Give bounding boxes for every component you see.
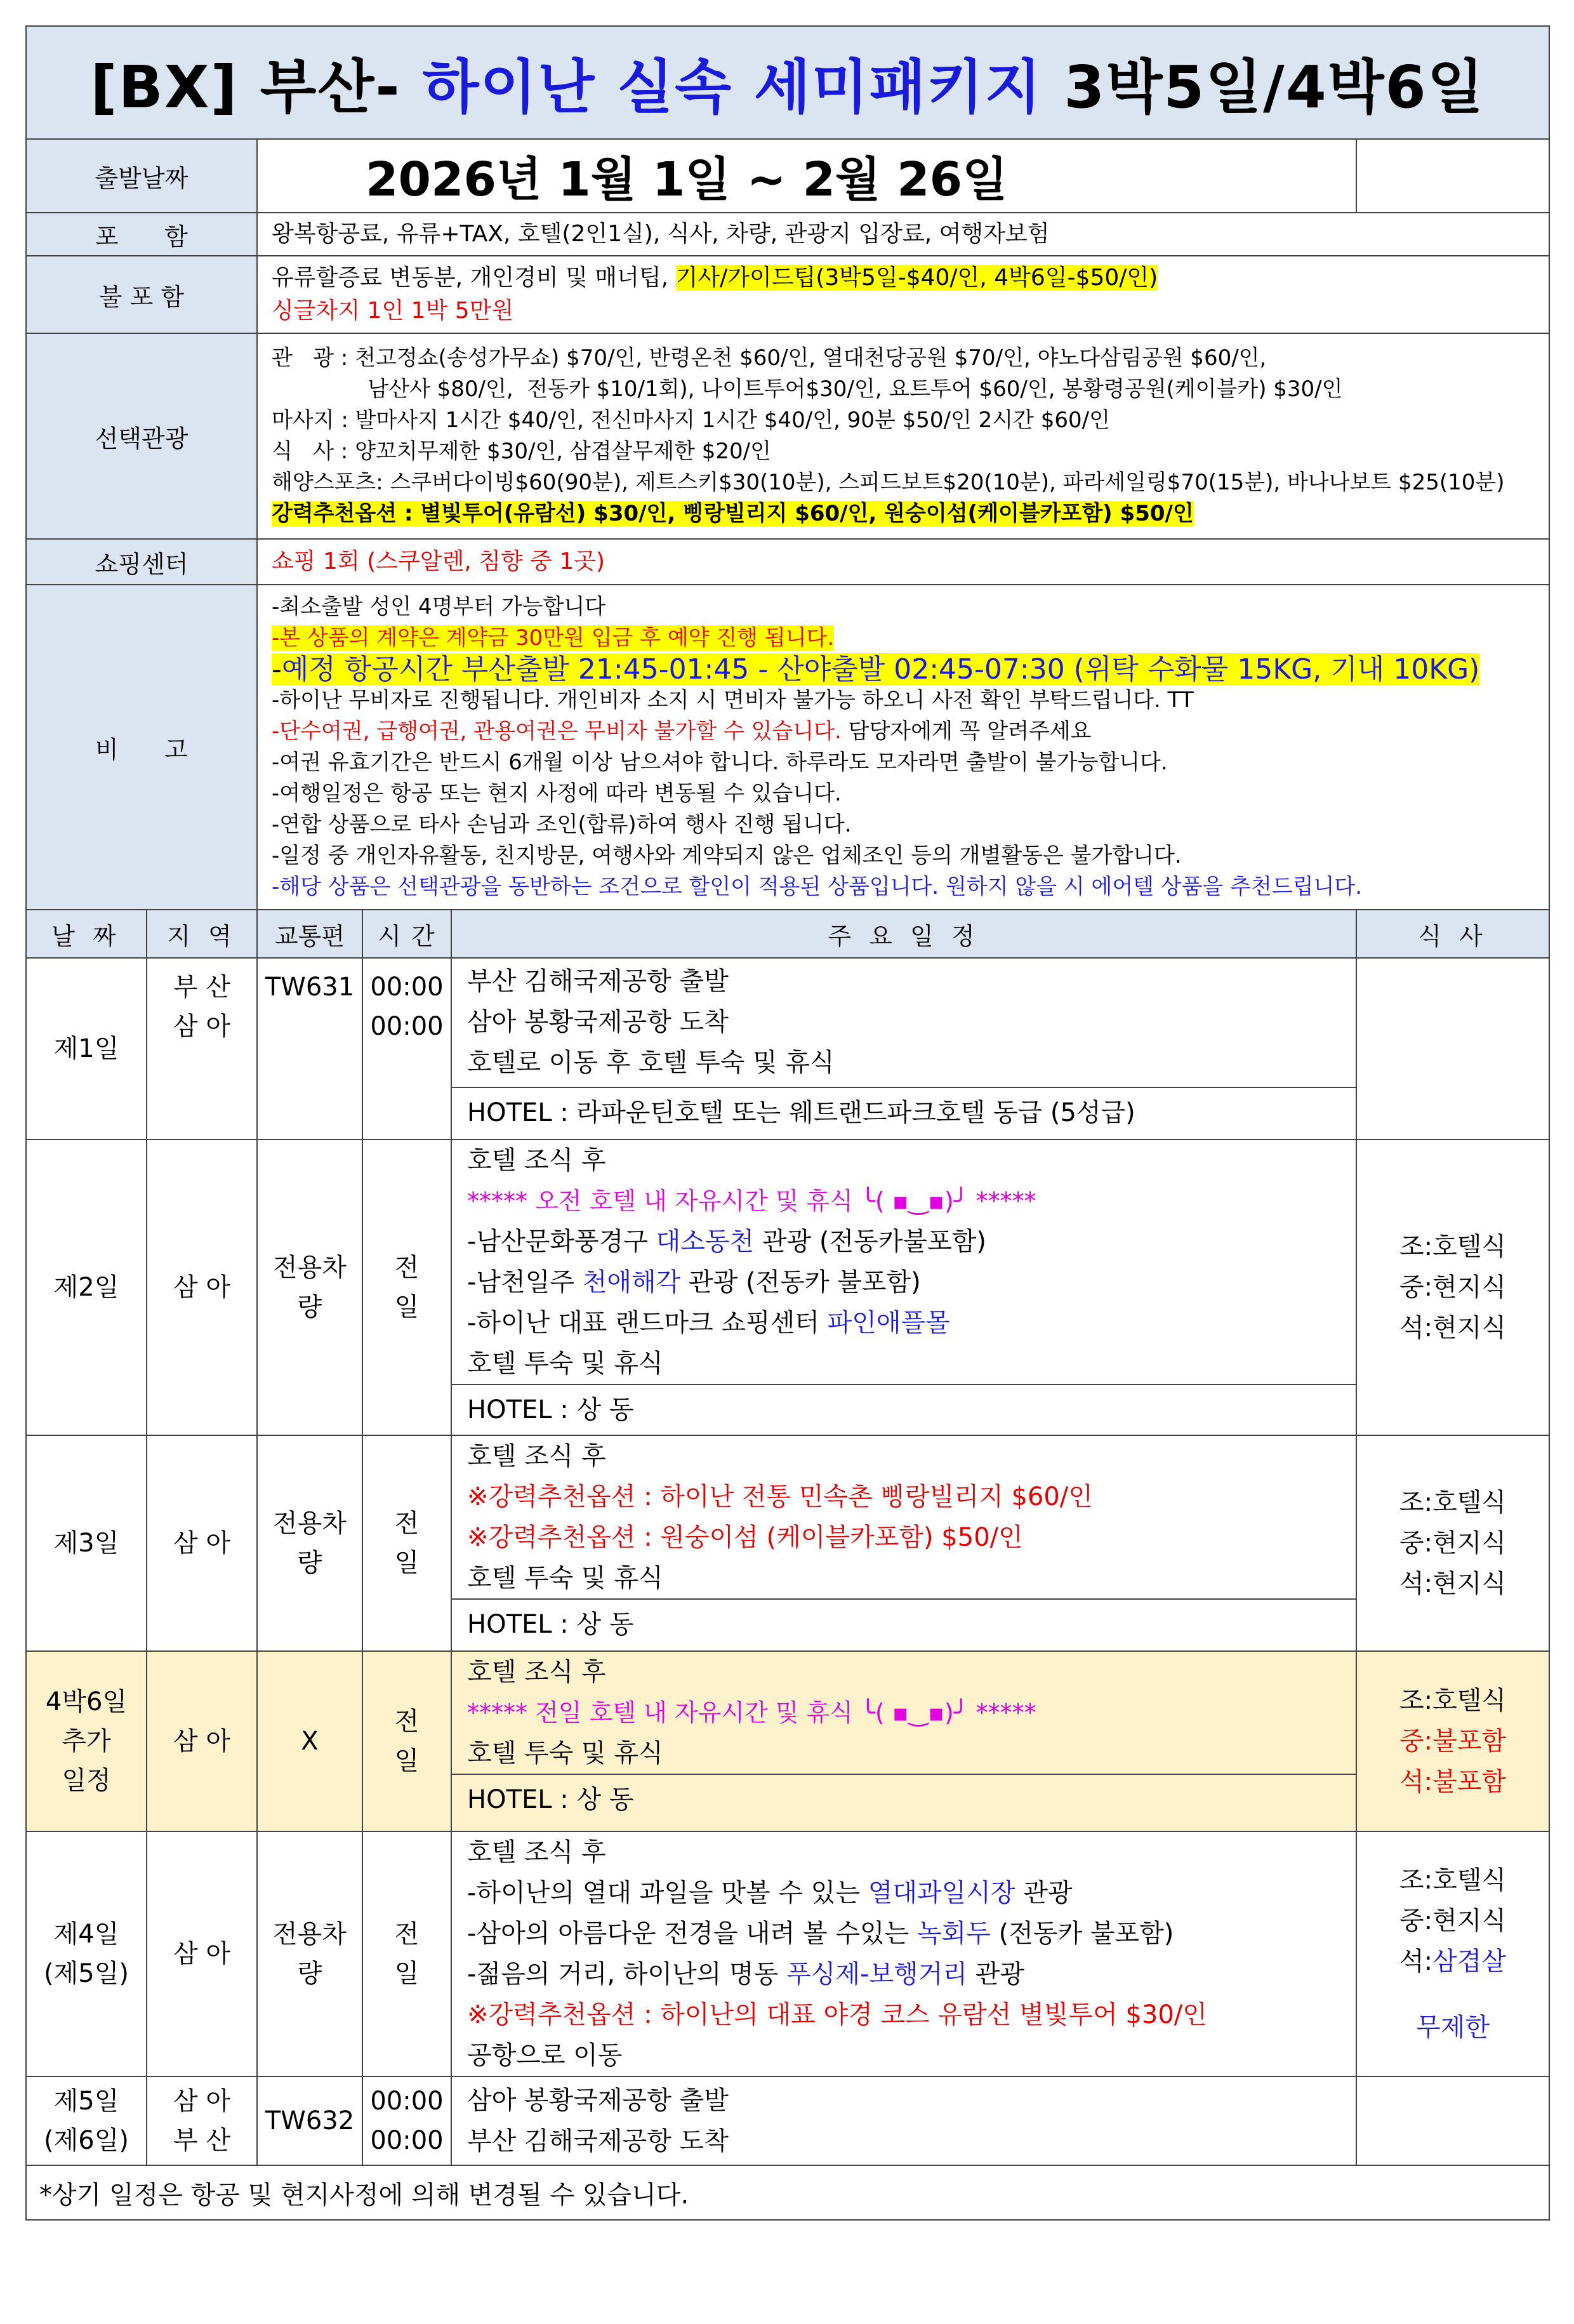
meal-breakfast: 조:호텔식 [1399, 1232, 1507, 1261]
place-name: 열대과일시장 [868, 1878, 1015, 1908]
day1-time: 00:00 00:00 [362, 958, 451, 1139]
day4-row [26, 1831, 1549, 2076]
schedule-text: -하이난의 열대 과일을 맛볼 수 있는 [467, 1878, 868, 1908]
schedule-line: 공항으로 이동 [467, 2041, 623, 2070]
day3-transport: 전용차 량 [257, 1435, 362, 1651]
schedule-line: 호텔 조식 후 [467, 1442, 606, 1471]
meal-dinner: 석:불포함 [1399, 1767, 1507, 1796]
schedule-text: (전동카 불포함) [990, 1919, 1174, 1948]
schedule-line: 호텔 투숙 및 휴식 [467, 1739, 663, 1768]
day5-region: 삼 아 부 산 [147, 2076, 257, 2165]
remark-discount: -해당 상품은 선택관광을 동반하는 조건으로 할인이 적용된 상품입니다. 원하지 않을 시 에어텔 상품을 추천드립니다. [272, 874, 1363, 900]
schedule-text: -남천일주 [467, 1268, 583, 1297]
day2-region: 삼 아 [147, 1139, 257, 1435]
schedule-text: 관광 [967, 1960, 1024, 1989]
hotel-line: HOTEL : 상 동 [452, 1598, 1356, 1649]
schedule-text: -삼아의 아름다운 전경을 내려 볼 수있는 [467, 1919, 917, 1948]
day2-row [26, 1139, 1549, 1435]
extra-region: 삼 아 [147, 1651, 257, 1831]
shopping-value: 쇼핑 1회 (스쿠알렌, 침향 중 1곳) [257, 539, 1549, 585]
day5-row [26, 2076, 1549, 2165]
optional-cell [257, 333, 1549, 539]
day4-schedule [451, 1831, 1356, 2076]
hotel-line: HOTEL : 라파운틴호텔 또는 웨트랜드파크호텔 동급 (5성급) [452, 1087, 1356, 1138]
day5-date: 제5일 (제6일) [26, 2076, 147, 2165]
title-prefix: [BX] 부산- [90, 53, 401, 121]
extra-date: 4박6일 추가 일정 [26, 1651, 147, 1831]
extra-schedule [451, 1651, 1356, 1831]
remark: -최소출발 성인 4명부터 가능합니다 [272, 594, 606, 620]
meal-dinner-special: 삼겹살 [1432, 1947, 1507, 1976]
meal-dinner: 석: [1399, 1947, 1433, 1976]
single-charge: 싱글차지 1인 1박 5만원 [272, 298, 514, 324]
hotel-line: HOTEL : 상 동 [452, 1774, 1356, 1824]
day3-row [26, 1435, 1549, 1651]
header-meal: 식 사 [1356, 910, 1549, 958]
header-region: 지 역 [147, 910, 257, 958]
place-name: 푸싱제-보행거리 [786, 1960, 967, 1989]
place-name: 파인애플몰 [827, 1308, 950, 1338]
itinerary-sheet [25, 25, 1549, 2221]
remark: -일정 중 개인자유활동, 친지방문, 여행사와 계약되지 않은 업체조인 등의 개별활동은 불가합니다. [272, 843, 1182, 868]
optional-line: 관 광 : 천고정쇼(송성가무쇼) $70/인, 반령온천 $60/인, 열대천당공원 $70/인, 야노다삼림공원 $60/인, [272, 345, 1267, 371]
remark: -여권 유효기간은 반드시 6개월 이상 남으셔야 합니다. 하루라도 모자라면 출발이 불가능합니다. [272, 750, 1168, 775]
day4-meals [1356, 1831, 1549, 2076]
schedule-line: 호텔 조식 후 [467, 1838, 606, 1867]
day4-region: 삼 아 [147, 1831, 257, 2076]
day5-schedule [451, 2076, 1356, 2165]
schedule-line: 부산 김해국제공항 출발 [467, 967, 729, 996]
meal-breakfast: 조:호텔식 [1399, 1488, 1507, 1517]
optional-line: 남산사 $80/인, 전동카 $10/1회), 나이트투어$30/인, 요트투어 $60/인, 봉황령공원(케이블카) $30/인 [272, 376, 1343, 402]
day2-transport: 전용차 량 [257, 1139, 362, 1435]
day3-date: 제3일 [26, 1435, 147, 1651]
strong-option-line: ※강력추천옵션 : 원숭이섬 (케이블카포함) $50/인 [467, 1523, 1023, 1552]
day1-date: 제1일 [26, 958, 147, 1139]
schedule-line: 호텔로 이동 후 호텔 투숙 및 휴식 [467, 1048, 835, 1077]
place-name: 천애해각 [582, 1268, 681, 1297]
extra-day-row [26, 1651, 1549, 1831]
free-time-line: ***** 전일 호텔 내 자유시간 및 휴식 ╰( ▪‿▪)╯ ***** [467, 1699, 1036, 1727]
schedule-line: 삼아 봉황국제공항 출발 [467, 2086, 729, 2115]
footer-note: *상기 일정은 항공 및 현지사정에 의해 변경될 수 있습니다. [26, 2165, 1549, 2220]
day3-schedule [451, 1435, 1356, 1651]
page-title [26, 26, 1549, 139]
day3-meals [1356, 1435, 1549, 1651]
departure-blank [1356, 139, 1549, 213]
strong-option-line: ※강력추천옵션 : 하이난 전통 민속촌 삥랑빌리지 $60/인 [467, 1482, 1093, 1511]
guide-tip-highlight: 기사/가이드팁(3박5일-$40/인, 4박6일-$50/인) [675, 265, 1158, 291]
hotel-line: HOTEL : 상 동 [452, 1384, 1356, 1435]
remark-dash: - [272, 653, 282, 686]
day2-date: 제2일 [26, 1139, 147, 1435]
header-date: 날 짜 [26, 910, 147, 958]
remark: -하이난 무비자로 진행됩니다. 개인비자 소지 시 면비자 불가능 하오니 사전 확인 부탁드립니다. TT [272, 687, 1194, 713]
remark-contract: -본 상품의 계약은 계약금 30만원 입금 후 예약 진행 됩니다. [272, 625, 835, 651]
optional-line: 해양스포츠: 스쿠버다이빙$60(90분), 제트스키$30(10분), 스피드보트$20(10분), 파라세일링$70(15분), 바나나보트 $25(10분) [272, 470, 1505, 495]
departure-value: 2026년 1월 1일 ~ 2월 26일 [366, 152, 1008, 207]
day1-transport: TW631 [257, 958, 362, 1139]
remark: -여행일정은 항공 또는 현지 사정에 따라 변동될 수 있습니다. [272, 781, 842, 806]
meal-lunch: 중:현지식 [1399, 1529, 1507, 1558]
remark: -연합 상품으로 타사 손님과 조인(합류)하여 행사 진행 됩니다. [272, 812, 852, 837]
day2-time: 전 일 [362, 1139, 451, 1435]
day4-transport: 전용차 량 [257, 1831, 362, 2076]
schedule-text: -남산문화풍경구 [467, 1227, 656, 1256]
extra-transport: X [257, 1651, 362, 1831]
schedule-line: 호텔 조식 후 [467, 1657, 606, 1687]
excluded-label: 불 포 함 [26, 256, 257, 333]
remark-passport: -단수여권, 급행여권, 관용여권은 무비자 불가할 수 있습니다. [272, 719, 842, 744]
meal-breakfast: 조:호텔식 [1399, 1686, 1507, 1715]
header-transport: 교통편 [257, 910, 362, 958]
schedule-line: 삼아 봉황국제공항 도착 [467, 1007, 729, 1037]
included-label: 포 함 [26, 213, 257, 256]
day4-date: 제4일 (제5일) [26, 1831, 147, 2076]
schedule-line: 호텔 투숙 및 휴식 [467, 1349, 663, 1378]
schedule-text: -젊음의 거리, 하이난의 명동 [467, 1960, 787, 1989]
header-schedule: 주 요 일 정 [451, 910, 1356, 958]
place-name: 녹회두 [916, 1919, 991, 1948]
day5-time: 00:00 00:00 [362, 2076, 451, 2165]
excluded-text: 유류할증료 변동분, 개인경비 및 매너팁, [272, 265, 676, 291]
title-highlight: 하이난 실속 세미패키지 [422, 53, 1043, 121]
optional-line: 식 사 : 양꼬치무제한 $30/인, 삼겹살무제한 $20/인 [272, 439, 771, 464]
day3-region: 삼 아 [147, 1435, 257, 1651]
extra-meals [1356, 1651, 1549, 1831]
day1-row [26, 958, 1549, 1139]
included-value: 왕복항공료, 유류+TAX, 호텔(2인1실), 식사, 차량, 관광지 입장료, 여행자보험 [257, 213, 1549, 256]
schedule-line: 부산 김해국제공항 도착 [467, 2127, 729, 2156]
meal-dinner: 석:현지식 [1399, 1569, 1507, 1598]
meal-lunch: 중:불포함 [1399, 1727, 1507, 1756]
itinerary-table [25, 25, 1550, 2221]
meal-dinner: 석:현지식 [1399, 1313, 1507, 1343]
day1-region: 부 산 삼 아 [147, 958, 257, 1139]
header-time: 시 간 [362, 910, 451, 958]
meal-lunch: 중:현지식 [1399, 1906, 1507, 1936]
day4-time: 전 일 [362, 1831, 451, 2076]
place-name: 대소동천 [656, 1227, 755, 1256]
remark: 담당자에게 꼭 알려주세요 [841, 719, 1092, 744]
day2-meals [1356, 1139, 1549, 1435]
schedule-text: 관광 (전동카불포함) [754, 1227, 986, 1256]
day5-transport: TW632 [257, 2076, 362, 2165]
strong-option: 강력추천옵션 : 별빛투어(유람선) $30/인, 삥랑빌리지 $60/인, 원숭이섬(케이블카포함) $50/인 [272, 501, 1194, 526]
schedule-line: 호텔 조식 후 [467, 1146, 606, 1175]
departure-value-cell [257, 139, 1356, 213]
schedule-text: 관광 [1015, 1878, 1073, 1908]
strong-option-line: ※강력추천옵션 : 하이난의 대표 야경 코스 유람선 별빛투어 $30/인 [467, 2000, 1207, 2029]
meal-unlimited: 무제한 [1416, 2013, 1490, 2042]
optional-line: 마사지 : 발마사지 1시간 $40/인, 전신마사지 1시간 $40/인, 90분 $50/인 2시간 $60/인 [272, 408, 1110, 433]
day2-schedule [451, 1139, 1356, 1435]
schedule-text: -하이난 대표 랜드마크 쇼핑센터 [467, 1308, 828, 1338]
day3-time: 전 일 [362, 1435, 451, 1651]
departure-label: 출발날짜 [26, 139, 257, 213]
day5-meals [1356, 2076, 1549, 2165]
remarks-label: 비 고 [26, 585, 257, 910]
day1-meals [1356, 958, 1549, 1139]
shopping-label: 쇼핑센터 [26, 539, 257, 585]
extra-time: 전 일 [362, 1651, 451, 1831]
day1-schedule [451, 958, 1356, 1139]
remark-flight-time: 예정 항공시간 부산출발 21:45-01:45 - 산야출발 02:45-07:30 (위탁 수화물 15KG, 기내 10KG) [281, 653, 1480, 686]
schedule-text: 관광 (전동카 불포함) [680, 1268, 921, 1297]
title-suffix: 3박5일/4박6일 [1064, 53, 1485, 121]
optional-label: 선택관광 [26, 333, 257, 539]
excluded-cell [257, 256, 1549, 333]
meal-breakfast: 조:호텔식 [1399, 1866, 1507, 1895]
meal-lunch: 중:현지식 [1399, 1273, 1507, 1302]
schedule-line: 호텔 투숙 및 휴식 [467, 1564, 663, 1593]
remarks-cell [257, 585, 1549, 910]
free-time-line: ***** 오전 호텔 내 자유시간 및 휴식 ╰( ▪‿▪)╯ ***** [467, 1187, 1036, 1215]
